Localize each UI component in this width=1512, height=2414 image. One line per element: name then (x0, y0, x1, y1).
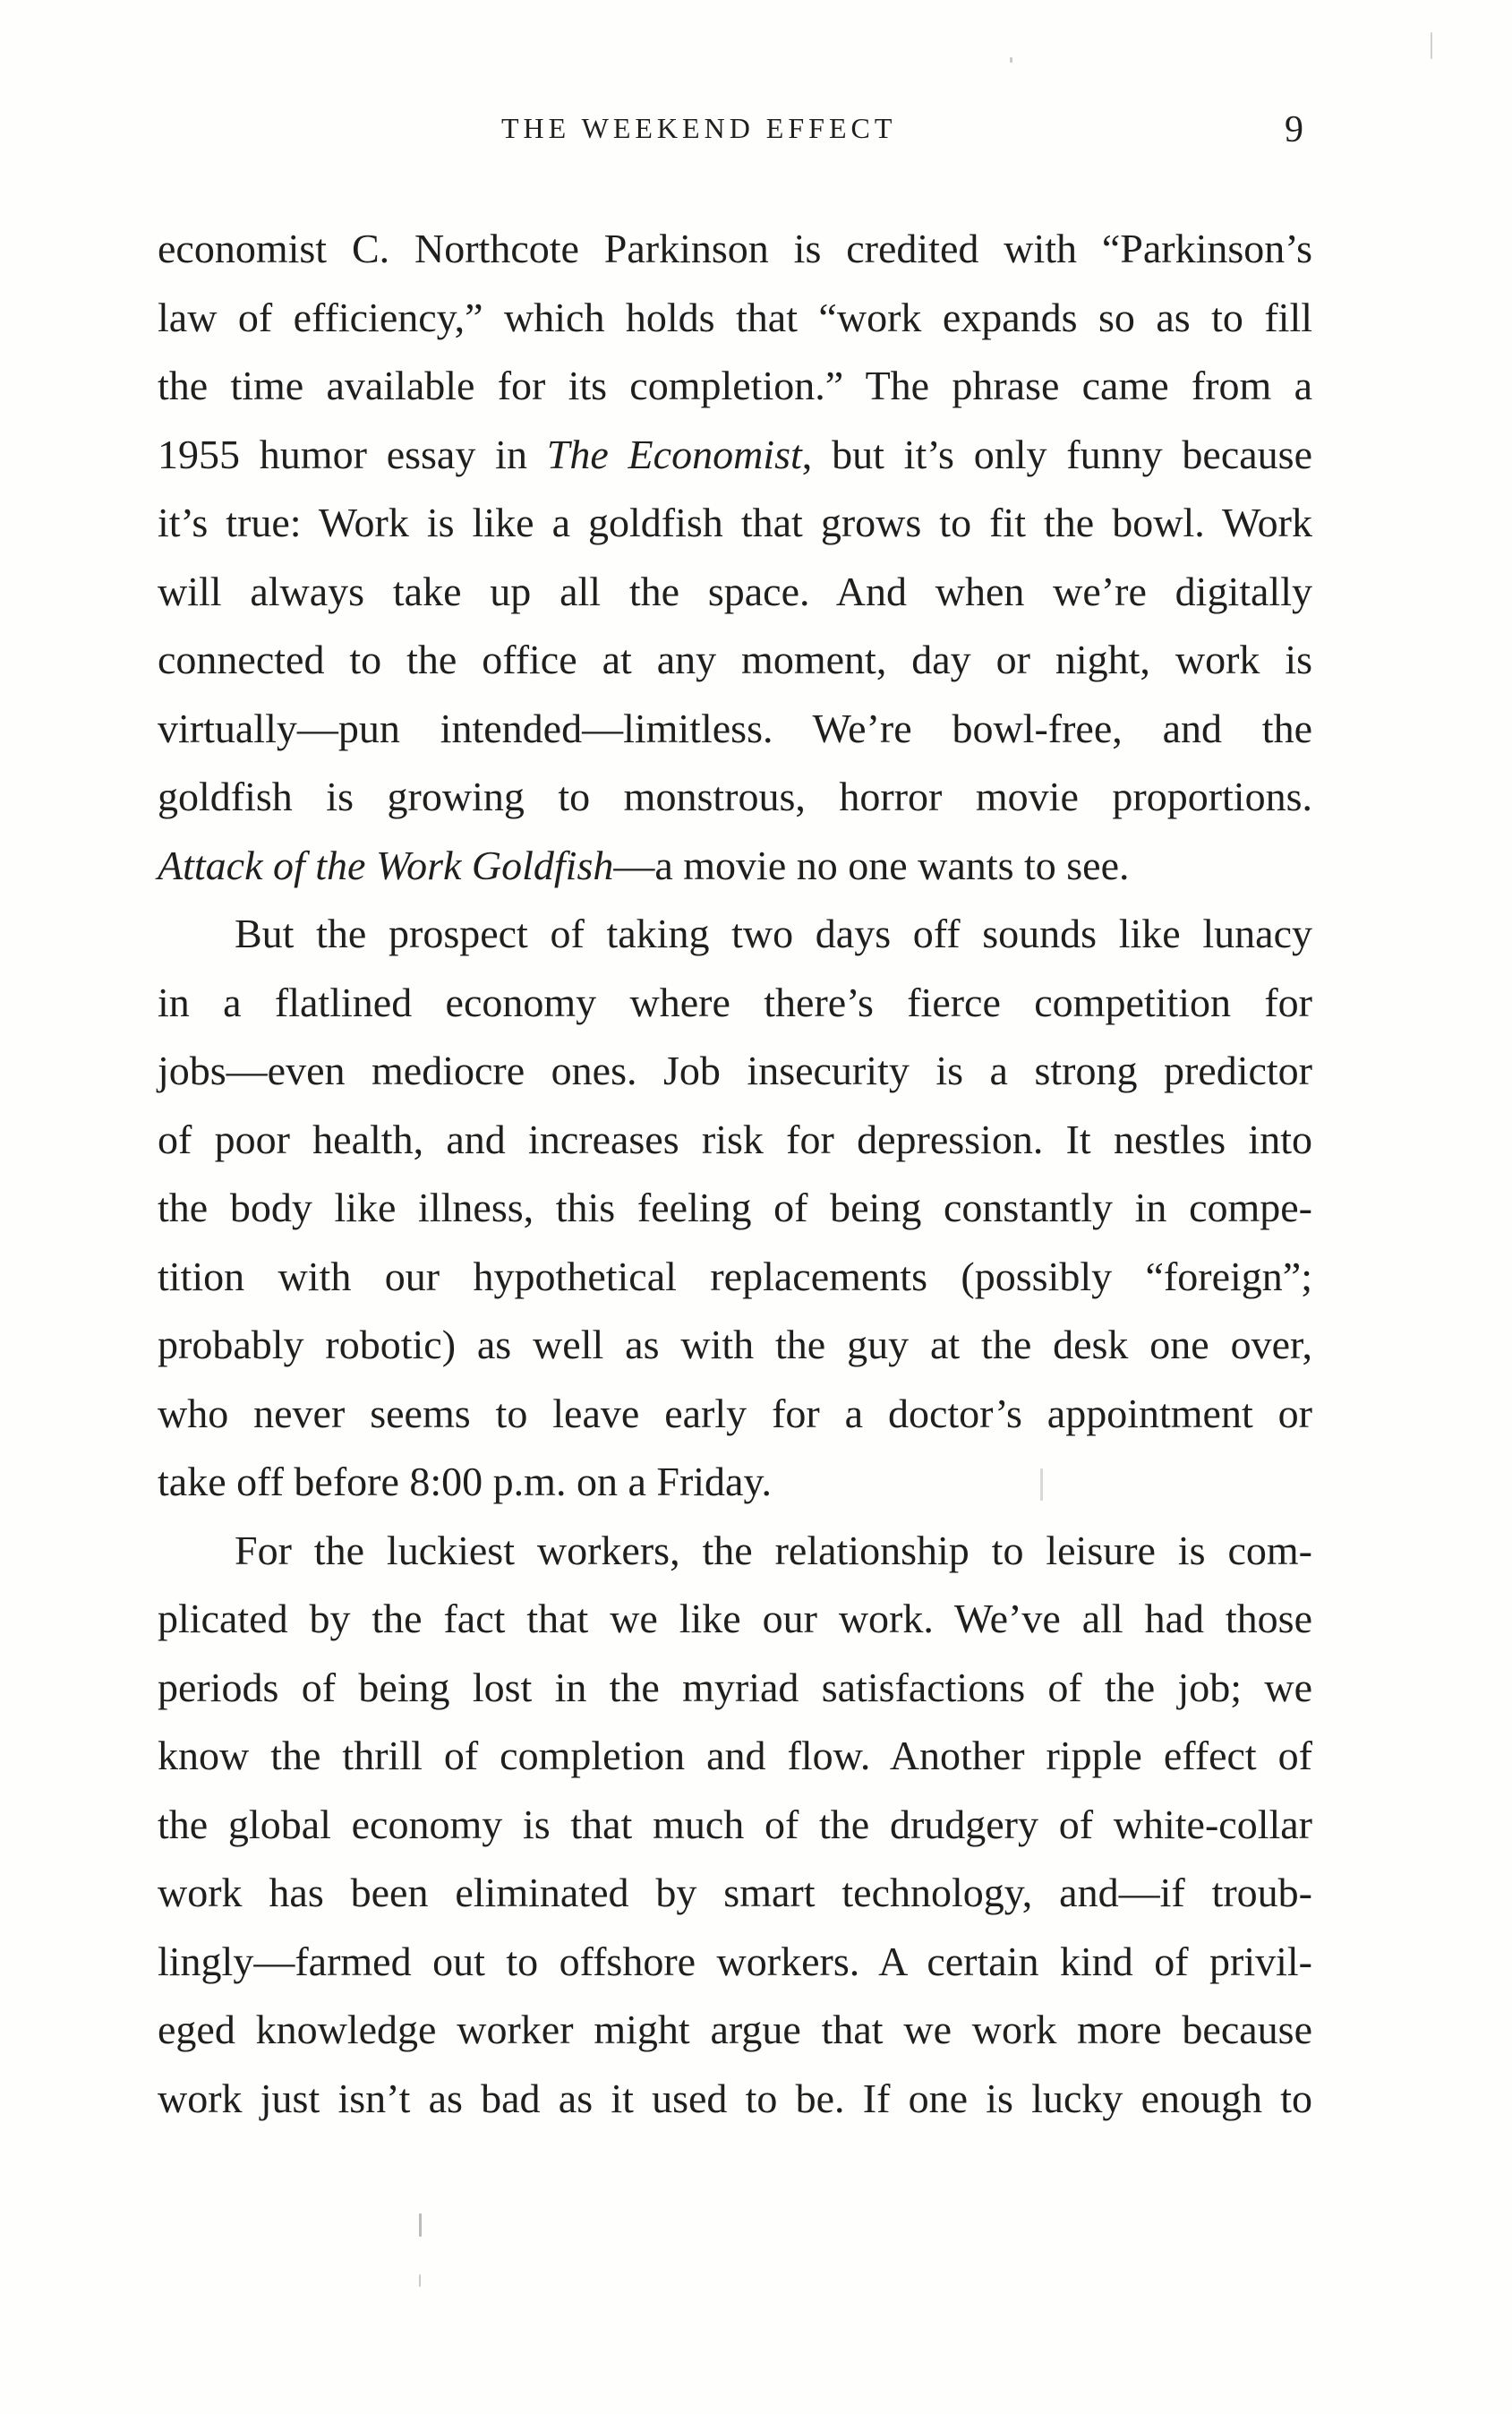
scan-speck (1010, 57, 1012, 63)
movie-title-italic: Attack of the Work Goldfish (158, 842, 614, 888)
text-line: But the prospect of taking two days off sounds like lunacy (235, 911, 1312, 956)
text-line: who never seems to leave early for a doctor’s appointment or (158, 1390, 1312, 1436)
text-line: tition with our hypothetical replacements (possibly “foreign”; (158, 1253, 1312, 1299)
text-line: plicated by the fact that we like our work. We’ve all had those (158, 1596, 1312, 1641)
text-line: work just isn’t as bad as it used to be. If one is lucky enough to (158, 2075, 1312, 2121)
text-line: eged knowledge worker might argue that we work more because (158, 2007, 1312, 2052)
text-line: economist C. Northcote Parkinson is credited with “Parkinson’s (158, 226, 1312, 271)
text-line: work has been eliminated by smart technology, and—if troub- (158, 1870, 1312, 1915)
text-line: 1955 humor essay in The Economist, but it’s only funny because (158, 431, 1312, 477)
text-line: know the thrill of completion and flow. Another ripple effect of (158, 1733, 1312, 1778)
text-line: connected to the office at any moment, day or night, work is (158, 637, 1312, 682)
scan-speck (1431, 32, 1432, 59)
text-line: For the luckiest workers, the relationship to leisure is com- (235, 1527, 1312, 1573)
text-line: the time available for its completion.” The phrase came from a (158, 363, 1312, 408)
text-line: the global economy is that much of the drudgery of white-collar (158, 1801, 1312, 1847)
text-line: of poor health, and increases risk for depression. It nestles into (158, 1116, 1312, 1162)
text-line: probably robotic) as well as with the guy at the desk one over, (158, 1322, 1312, 1367)
scan-speck (419, 2213, 422, 2237)
text-line: periods of being lost in the myriad satisfactions of the job; we (158, 1664, 1312, 1710)
text-line: goldfish is growing to monstrous, horror movie proportions. (158, 774, 1312, 819)
text-line: will always take up all the space. And when we’re digitally (158, 568, 1312, 614)
running-head (0, 106, 1512, 150)
text-line: law of efficiency,” which holds that “work expands so as to fill (158, 294, 1312, 340)
page-number: 9 (1285, 109, 1303, 150)
running-head-title: THE WEEKEND EFFECT (501, 112, 897, 144)
text-line: jobs—even mediocre ones. Job insecurity is a strong predictor (158, 1048, 1312, 1093)
text-line: the body like illness, this feeling of being constantly in compe- (158, 1185, 1312, 1230)
text-line: take off before 8:00 p.m. on a Friday. (158, 1459, 772, 1504)
book-title-italic: The Economist (546, 431, 802, 477)
body-text (158, 215, 1312, 2133)
text-line: virtually—pun intended—limitless. We’re bowl-free, and the (158, 705, 1312, 751)
text-line: in a flatlined economy where there’s fierce competition for (158, 979, 1312, 1025)
text-line: it’s true: Work is like a goldfish that grows to fit the bowl. Work (158, 500, 1312, 545)
text-line: Attack of the Work Goldfish—a movie no one wants to see. (158, 842, 1130, 888)
scan-speck (1040, 1468, 1043, 1501)
text-line: lingly—farmed out to offshore workers. A certain kind of privil- (158, 1938, 1312, 1984)
scan-speck (419, 2274, 421, 2287)
